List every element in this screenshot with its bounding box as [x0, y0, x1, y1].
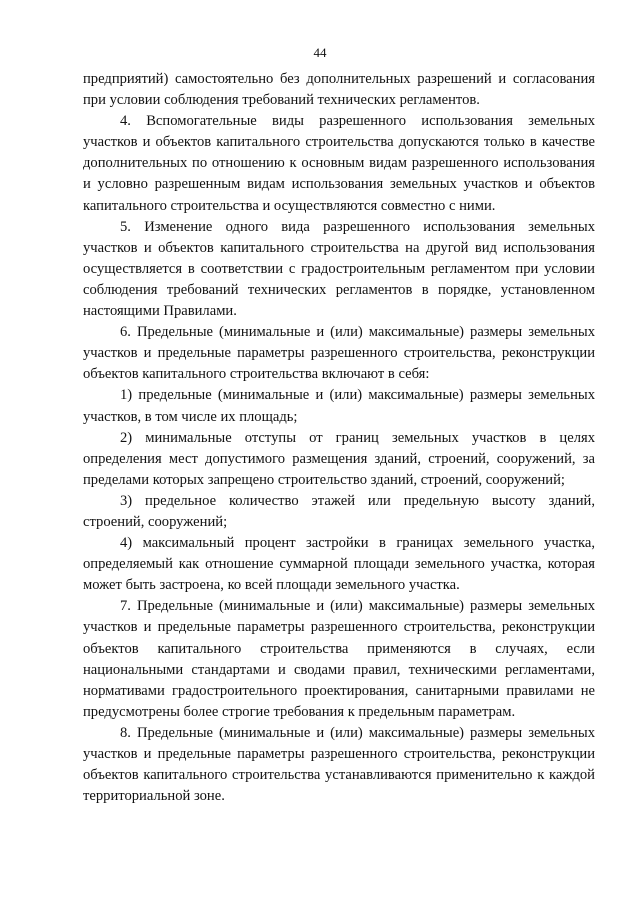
paragraph-item-7: 7. Предельные (минимальные и (или) максимальные) размеры земельных участков и предельные параметры разрешенного строительства, реконструкции объектов капитального строительства применяются в случаях, если национальными стандартами и сводами правил, техническими регламентами, нормативами градостроительного проектирования, санитарными правилами не предусмотрены более строгие требования к предельным параметрам. — [83, 598, 595, 720]
document-body — [83, 69, 595, 807]
subparagraph-3: 3) предельное количество этажей или предельную высоту зданий, строений, сооружений; — [83, 492, 595, 530]
subparagraph-2: 2) минимальные отступы от границ земельных участков в целях определения мест допустимого размещения зданий, строений, сооружений, за пределами которых запрещено строительство зданий, строений, сооружений; — [83, 429, 595, 488]
paragraph-continuation: предприятий) самостоятельно без дополнительных разрешений и согласования при условии соблюдения требований технических регламентов. — [83, 71, 595, 109]
paragraph-item-6: 6. Предельные (минимальные и (или) максимальные) размеры земельных участков и предельные параметры разрешенного строительства, реконструкции объектов капитального строительства включают в себя: — [83, 324, 595, 383]
subparagraph-4: 4) максимальный процент застройки в границах земельного участка, определяемый как отношение суммарной площади земельного участка, которая может быть застроена, ко всей площади земельного участка. — [83, 535, 595, 594]
page-number: 44 — [313, 45, 327, 60]
subparagraph-1: 1) предельные (минимальные и (или) максимальные) размеры земельных участков, в том числе их площадь; — [83, 387, 595, 425]
paragraph-item-8: 8. Предельные (минимальные и (или) максимальные) размеры земельных участков и предельные параметры разрешенного строительства, реконструкции объектов капитального строительства устанавливаются применительно к каждой территориальной зоне. — [83, 724, 595, 805]
paragraph-item-5: 5. Изменение одного вида разрешенного использования земельных участков и объектов капитального строительства на другой вид использования осуществляется в соответствии с градостроительным регламентом при условии соблюдения требований технических регламентов в порядке, установленном настоящими Правилами. — [83, 218, 595, 320]
paragraph-item-4: 4. Вспомогательные виды разрешенного использования земельных участков и объектов капитального строительства допускаются только в качестве дополнительных по отношению к основным видам разрешенного использования и условно разрешенным видам использования земельных участков и объектов капитального строительства и осуществляются совместно с ними. — [83, 113, 595, 214]
